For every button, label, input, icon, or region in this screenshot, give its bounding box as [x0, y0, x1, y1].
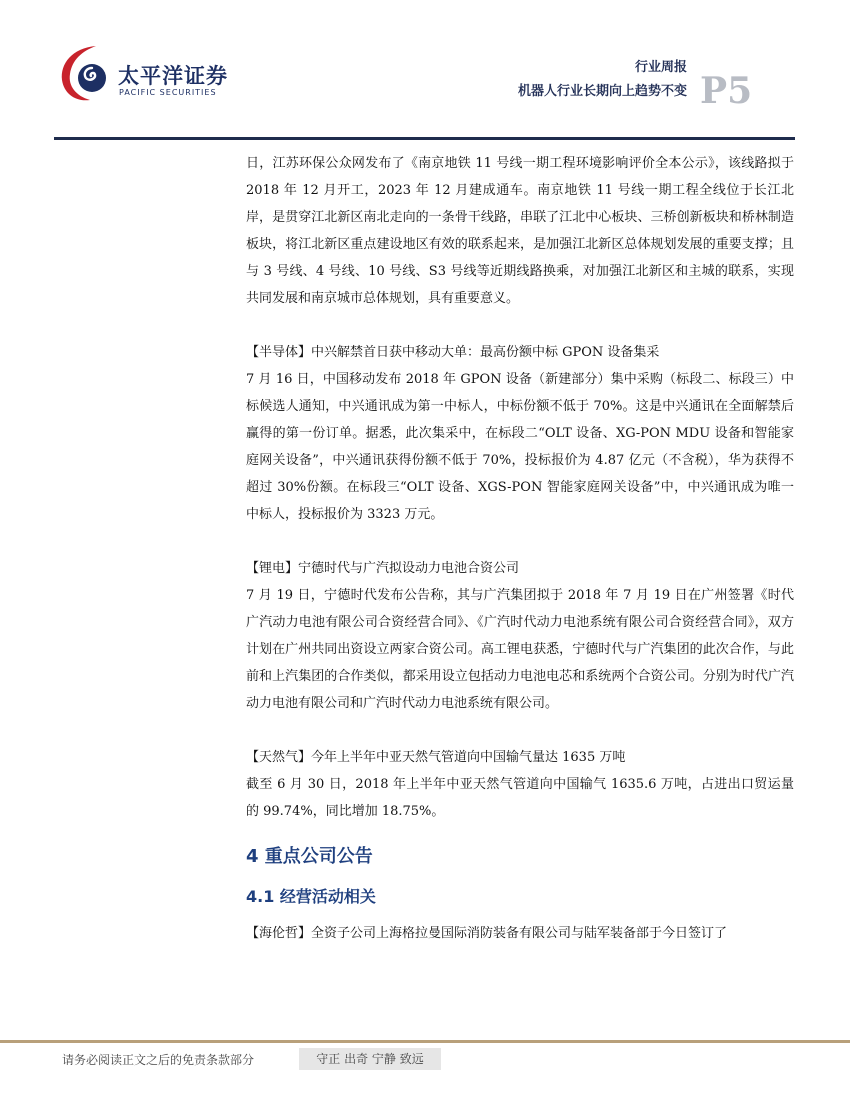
natural-gas-paragraph: 截至 6 月 30 日，2018 年上半年中亚天然气管道向中国输气 1635.6 万吨，占进出口贸运量的 99.74%，同比增加 18.75%。	[246, 777, 794, 819]
company-logo	[58, 42, 238, 112]
paragraph-nanjing-metro: 日，江苏环保公众网发布了《南京地铁 11 号线一期工程环境影响评价全本公示》，该线路拟于 2018 年 12 月开工，2023 年 12 月建成通车。南京地铁 11 号线一期工程全线位于长江北岸，是贯穿江北新区南北走向的一条骨干线路，串联了江北中心板块、三桥创新板块和桥林制造板块，将江北新区重点建设地区有效的联系起来，是加强江北新区总体规划发展的重要支撑；且与 3 号线、4 号线、10 号线、S3 号线等近期线路换乘，对加强江北新区和主城的联系，实现共同发展和南京城市总体规划，具有重要意义。	[246, 156, 794, 306]
semiconductor-heading: 【半导体】中兴解禁首日获中移动大单：最高份额中标 GPON 设备集采	[246, 345, 660, 360]
header-divider	[54, 137, 795, 140]
logo-name-cn: 太平洋证券	[118, 64, 228, 88]
report-body	[246, 150, 794, 947]
subsection-heading: 4.1 经营活动相关	[246, 887, 376, 906]
semiconductor-paragraph: 7 月 16 日，中国移动发布 2018 年 GPON 设备（新建部分）集中采购（标段二、标段三）中标候选人通知，中兴通讯成为第一中标人，中标份额不低于 70%。这是中兴通讯在全面解禁后赢得的第一份订单。据悉，此次集采中，在标段二“OLT 设备、XG-PON MDU 设备和智能家庭网关设备”，中兴通讯获得份额不低于 70%，投标报价为 4.87 亿元（不含税），华为获得不超过 30%份额。在标段三“OLT 设备、XGS-PON 智能家庭网关设备”中，中兴通讯成为唯一中标人，投标报价为 3323 万元。	[246, 372, 794, 522]
report-category: 行业周报	[634, 60, 687, 75]
lithium-heading: 【锂电】宁德时代与广汽拟设动力电池合资公司	[246, 561, 520, 576]
natural-gas-heading: 【天然气】今年上半年中亚天然气管道向中国输气量达 1635 万吨	[246, 750, 626, 765]
footer-slogan: 守正 出奇 宁静 致远	[299, 1048, 441, 1070]
logo-mark-icon	[58, 42, 116, 104]
footer-divider	[0, 1040, 850, 1043]
section-heading: 4 重点公司公告	[246, 846, 373, 867]
footer-disclaimer: 请务必阅读正文之后的免责条款部分	[62, 1053, 255, 1067]
company-announcement-line: 【海伦哲】全资子公司上海格拉曼国际消防装备有限公司与陆军装备部于今日签订了	[246, 926, 728, 941]
page-number: P5	[700, 70, 753, 112]
lithium-paragraph: 7 月 19 日，宁德时代发布公告称，其与广汽集团拟于 2018 年 7 月 19 日在广州签署《时代广汽动力电池有限公司合资经营合同》、《广汽时代动力电池系统有限公司合资经营合同》，双方计划在广州共同出资设立两家合资公司。高工锂电获悉，宁德时代与广汽集团的此次合作，与此前和上汽集团的合作类似，都采用设立包括动力电池电芯和系统两个合资公司。分别为时代广汽动力电池有限公司和广汽时代动力电池系统有限公司。	[246, 588, 794, 711]
logo-name-en: PACIFIC SECURITIES	[119, 88, 217, 97]
report-title: 机器人行业长期向上趋势不变	[517, 84, 687, 99]
